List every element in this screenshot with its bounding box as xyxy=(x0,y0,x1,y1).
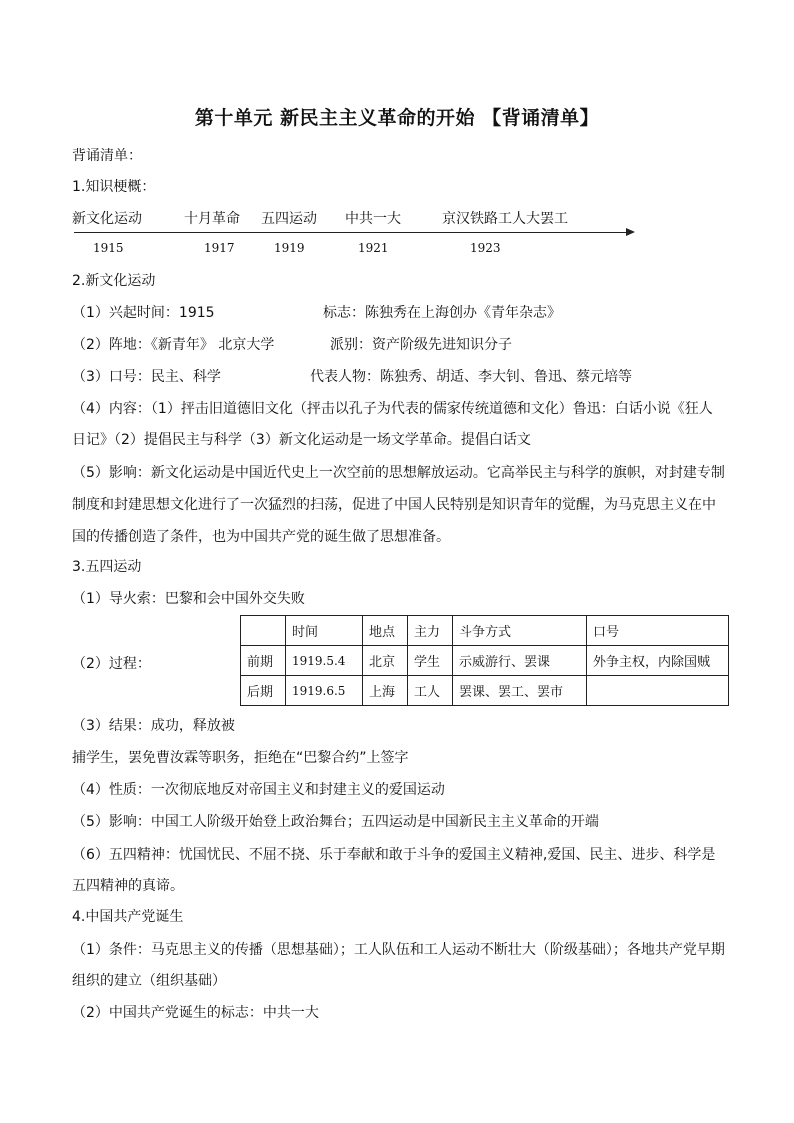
timeline-year: 1917 xyxy=(204,241,235,255)
item-conditions-line: 组织的建立（组织基础） xyxy=(72,973,226,989)
item-spirit-line: 五四精神的真谛。 xyxy=(72,878,184,894)
item-nature: （4）性质：一次彻底地反对帝国主义和封建主义的爱国运动 xyxy=(72,782,445,798)
table-cell: 后期 xyxy=(241,676,286,706)
item-result-line: 捕学生，罢免曹汝霖等职务，拒绝在“巴黎合约”上签字 xyxy=(72,750,409,766)
item-content-line: （4）内容：（1）抨击旧道德旧文化（抨击以孔子为代表的儒家传统道德和文化）鲁迅：白话小说《狂人 xyxy=(72,401,713,417)
item-content-line: 日记》（2）提倡民主与科学（3）新文化运动是一场文学革命。提倡白话文 xyxy=(72,432,531,448)
item-start-time: （1）兴起时间：1915 xyxy=(72,305,215,321)
table-cell: 前期 xyxy=(241,646,286,676)
table-cell: 示威游行、罢课 xyxy=(453,646,587,676)
table-header-cell: 口号 xyxy=(587,616,729,646)
table-header-cell: 时间 xyxy=(286,616,363,646)
timeline-year: 1915 xyxy=(93,241,124,255)
item-impact-line: （5）影响：新文化运动是中国近代史上一次空前的思想解放运动。它高举民主与科学的旗帜，对封建专制 xyxy=(72,465,725,481)
timeline-year: 1921 xyxy=(358,241,389,255)
item-slogan: （3）口号：民主、科学 xyxy=(72,369,221,385)
table-cell: 罢课、罢工、罢市 xyxy=(453,676,587,706)
section1-heading: 1.知识梗概： xyxy=(72,179,156,195)
timeline-event: 中共一大 xyxy=(345,211,401,227)
table-cell: 北京 xyxy=(363,646,408,676)
table-row xyxy=(241,676,729,706)
item-impact-line: 国的传播创造了条件，也为中国共产党的诞生做了思想准备。 xyxy=(72,529,450,545)
table-cell: 1919.5.4 xyxy=(286,646,363,676)
timeline-year: 1923 xyxy=(470,241,501,255)
table-header-cell xyxy=(241,616,286,646)
item-founding-symbol: （2）中国共产党诞生的标志：中共一大 xyxy=(72,1005,319,1021)
table-header-row xyxy=(241,616,729,646)
item-spirit-line: （6）五四精神：忧国忧民、不屈不挠、乐于奉献和敢于斗争的爱国主义精神,爱国、民主、进步、科学是 xyxy=(72,847,716,863)
item-base: （2）阵地：《新青年》 北京大学 xyxy=(72,337,275,353)
timeline-event: 五四运动 xyxy=(261,211,317,227)
table-cell: 工人 xyxy=(408,676,453,706)
table-cell: 1919.6.5 xyxy=(286,676,363,706)
arrow-right-icon xyxy=(626,228,635,236)
item-conditions-line: （1）条件：马克思主义的传播（思想基础）；工人队伍和工人运动不断壮大（阶级基础）；各地共产党早期 xyxy=(72,942,725,958)
section2-heading: 2.新文化运动 xyxy=(72,273,156,289)
table-row xyxy=(241,646,729,676)
item-influence: （5）影响：中国工人阶级开始登上政治舞台；五四运动是中国新民主主义革命的开端 xyxy=(72,814,599,830)
page-title: 第十单元 新民主主义革命的开始 【背诵清单】 xyxy=(194,107,600,129)
section4-heading: 4.中国共产党诞生 xyxy=(72,909,184,925)
table-cell: 学生 xyxy=(408,646,453,676)
timeline-event: 十月革命 xyxy=(184,211,240,227)
timeline-year: 1919 xyxy=(274,241,305,255)
timeline-event: 京汉铁路工人大罢工 xyxy=(442,211,568,227)
item-result-line: （3）结果：成功，释放被 xyxy=(72,718,235,734)
item-process-label: （2）过程： xyxy=(72,656,151,672)
process-table xyxy=(240,615,729,706)
timeline-event: 新文化运动 xyxy=(72,211,142,227)
table-header-cell: 地点 xyxy=(363,616,408,646)
intro-label: 背诵清单： xyxy=(72,148,142,164)
item-symbol: 标志：陈独秀在上海创办《青年杂志》 xyxy=(323,305,561,321)
section3-heading: 3.五四运动 xyxy=(72,559,142,575)
item-trigger: （1）导火索：巴黎和会中国外交失败 xyxy=(72,591,305,607)
table-header-cell: 主力 xyxy=(408,616,453,646)
item-representatives: 代表人物：陈独秀、胡适、李大钊、鲁迅、蔡元培等 xyxy=(310,369,632,385)
item-impact-line: 制度和封建思想文化进行了一次猛烈的扫荡，促进了中国人民特别是知识青年的觉醒，为马克思主义在中 xyxy=(72,497,716,513)
timeline-axis xyxy=(74,232,628,233)
table-cell xyxy=(587,676,729,706)
table-cell: 上海 xyxy=(363,676,408,706)
table-header-cell: 斗争方式 xyxy=(453,616,587,646)
table-cell: 外争主权，内除国贼 xyxy=(587,646,729,676)
item-faction: 派别：资产阶级先进知识分子 xyxy=(330,337,512,353)
